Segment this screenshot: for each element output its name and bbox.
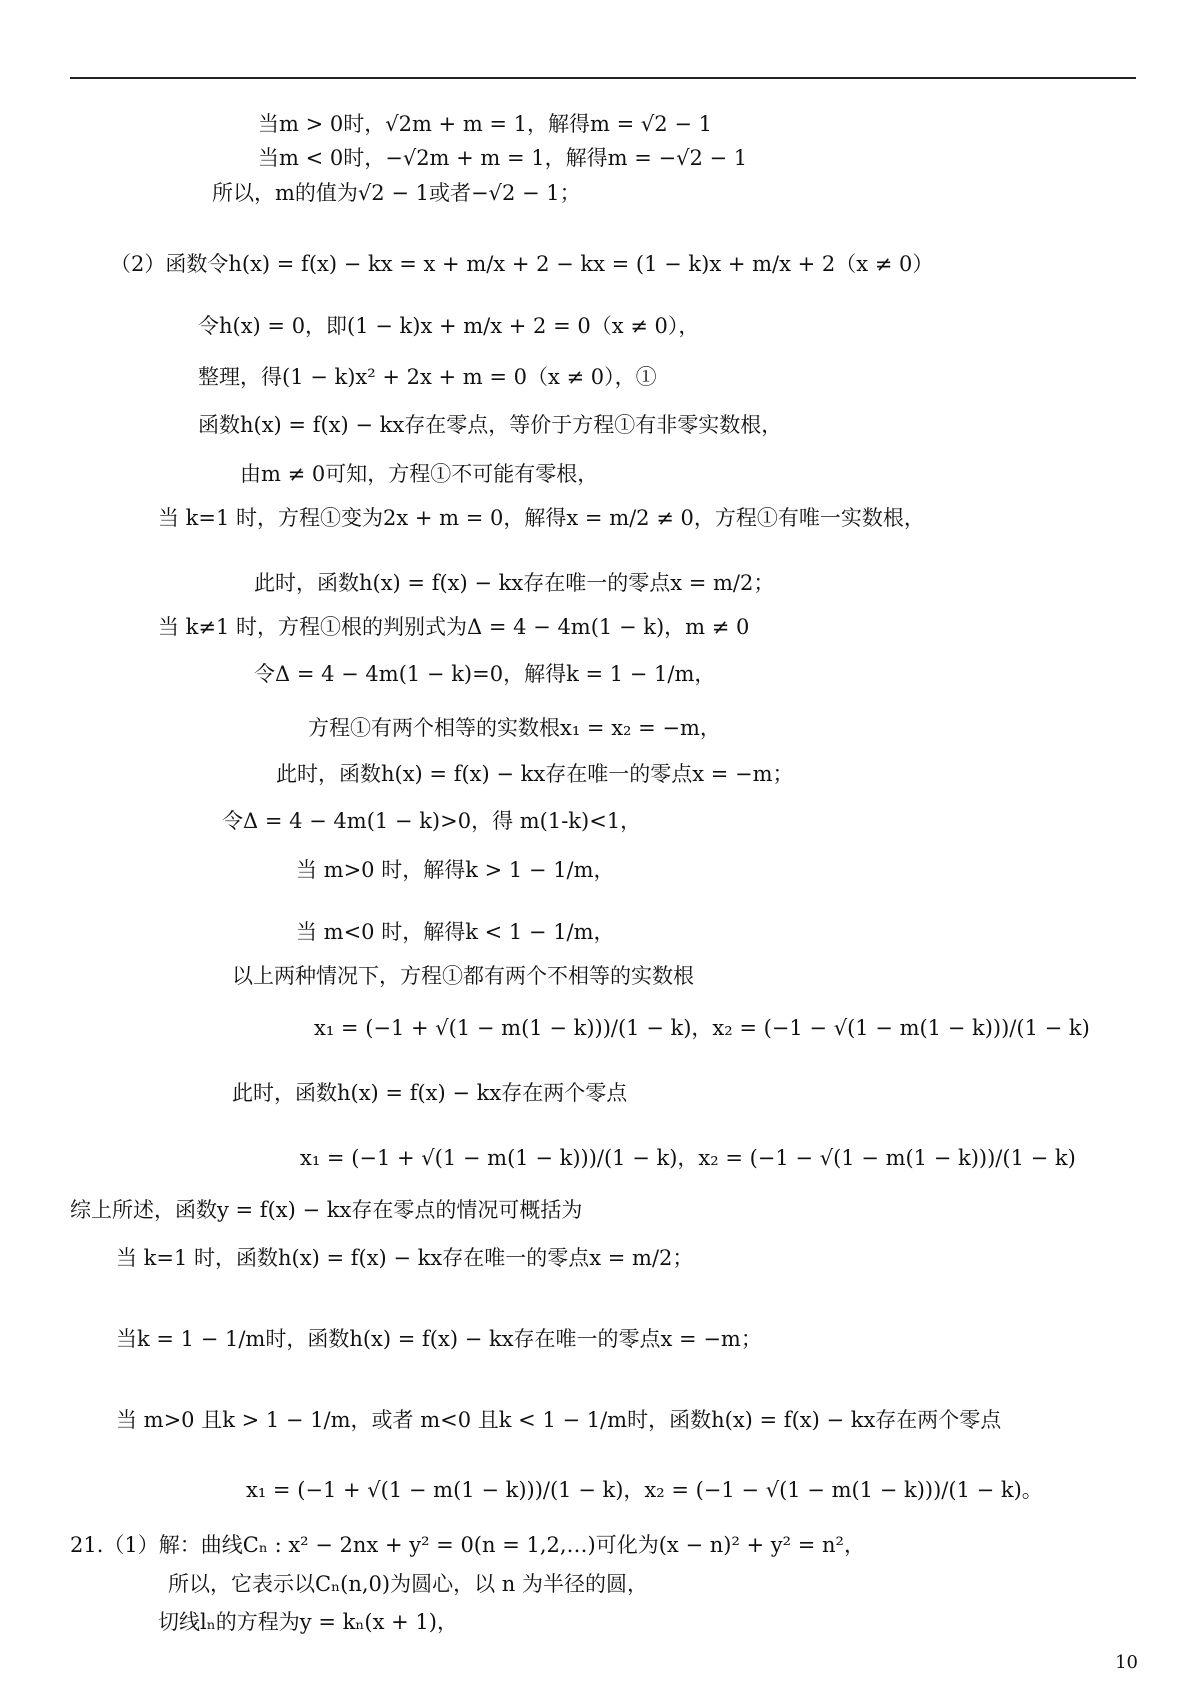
line-22: 综上所述，函数y = f(x) − kx存在零点的情况可概括为 [70, 1198, 583, 1222]
line-10: 此时，函数h(x) = f(x) − kx存在唯一的零点x = m/2； [254, 571, 775, 595]
line-24: 当k = 1 − 1/m时，函数h(x) = f(x) − kx存在唯一的零点x = −m； [116, 1327, 762, 1351]
line-13: 方程①有两个相等的实数根x₁ = x₂ = −m， [308, 716, 721, 740]
line-16: 当 m>0 时，解得k > 1 − 1/m， [296, 858, 615, 882]
line-11: 当 k≠1 时，方程①根的判别式为Δ = 4 − 4m(1 − k)，m ≠ 0 [158, 615, 750, 639]
line-2: 当m < 0时，−√2m + m = 1，解得m = −√2 − 1 [258, 146, 748, 170]
line-28: 所以，它表示以Cₙ(n,0)为圆心，以 n 为半径的圆， [168, 1572, 648, 1596]
line-1: 当m > 0时，√2m + m = 1，解得m = √2 − 1 [258, 112, 712, 136]
line-20: 此时，函数h(x) = f(x) − kx存在两个零点 [232, 1081, 628, 1105]
line-21: x₁ = (−1 + √(1 − m(1 − k)))/(1 − k)，x₂ = (−1 − √(1 − m(1 − k)))/(1 − k) [300, 1146, 1076, 1170]
line-18: 以上两种情况下，方程①都有两个不相等的实数根 [232, 964, 694, 988]
page-number: 10 [1115, 1652, 1138, 1673]
line-4: （2）函数令h(x) = f(x) − kx = x + m/x + 2 − kx = (1 − k)x + m/x + 2（x ≠ 0） [110, 252, 934, 276]
line-3: 所以，m的值为√2 − 1或者−√2 − 1； [212, 181, 581, 205]
line-8: 由m ≠ 0可知，方程①不可能有零根， [240, 462, 599, 486]
line-23: 当 k=1 时，函数h(x) = f(x) − kx存在唯一的零点x = m/2； [116, 1246, 694, 1270]
line-14: 此时，函数h(x) = f(x) − kx存在唯一的零点x = −m； [276, 762, 794, 786]
line-29: 切线lₙ的方程为y = kₙ(x + 1)， [158, 1610, 458, 1634]
line-9: 当 k=1 时，方程①变为2x + m = 0，解得x = m/2 ≠ 0，方程①有唯一实数根， [158, 506, 925, 530]
line-26: x₁ = (−1 + √(1 − m(1 − k)))/(1 − k)，x₂ = (−1 − √(1 − m(1 − k)))/(1 − k)。 [246, 1478, 1043, 1502]
line-6: 整理，得(1 − k)x² + 2x + m = 0（x ≠ 0），① [198, 365, 657, 389]
line-19: x₁ = (−1 + √(1 − m(1 − k)))/(1 − k)，x₂ = (−1 − √(1 − m(1 − k)))/(1 − k) [314, 1016, 1090, 1040]
line-7: 函数h(x) = f(x) − kx存在零点，等价于方程①有非零实数根， [198, 413, 783, 437]
line-25: 当 m>0 且k > 1 − 1/m，或者 m<0 且k < 1 − 1/m时，函数h(x) = f(x) − kx存在两个零点 [116, 1408, 1002, 1432]
line-5: 令h(x) = 0，即(1 − k)x + m/x + 2 = 0（x ≠ 0）， [198, 314, 700, 338]
line-15: 令Δ = 4 − 4m(1 − k)>0，得 m(1-k)<1， [222, 809, 642, 833]
line-12: 令Δ = 4 − 4m(1 − k)=0，解得k = 1 − 1/m， [254, 662, 716, 686]
line-27: 21.（1）解：曲线Cₙ : x² − 2nx + y² = 0(n = 1,2,…)可化为(x − n)² + y² = n²， [70, 1533, 865, 1557]
header-rule [70, 77, 1136, 79]
line-17: 当 m<0 时，解得k < 1 − 1/m， [296, 920, 615, 944]
